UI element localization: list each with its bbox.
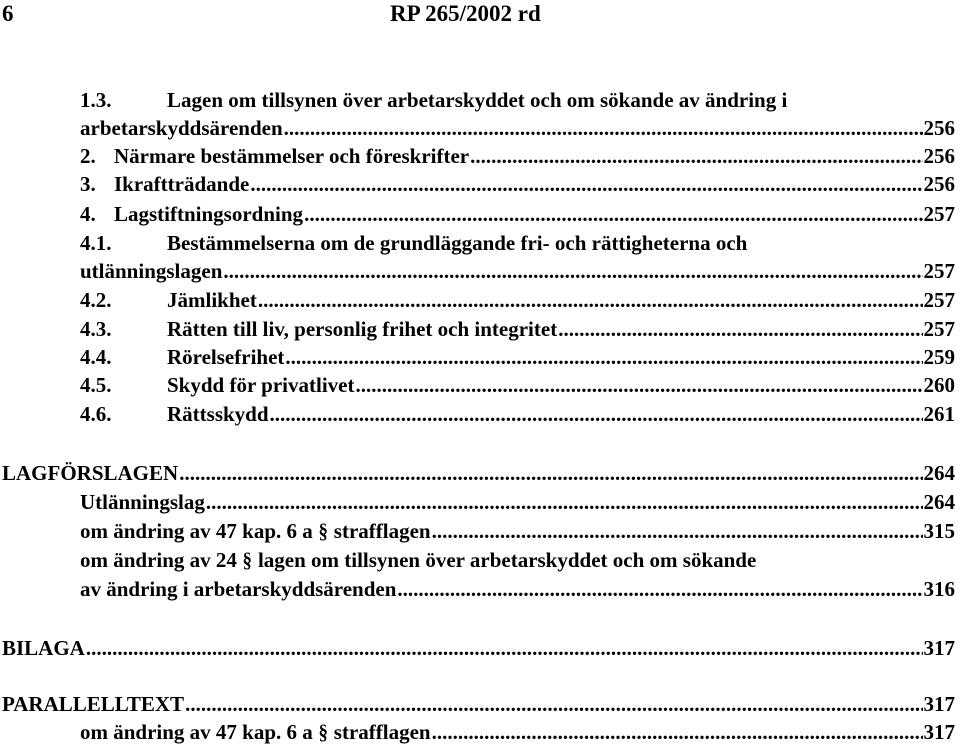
toc-leader	[185, 690, 922, 718]
toc-text: Lagen om tillsynen över arbetarskyddet och om sökande av ändring i	[167, 88, 788, 112]
toc-page: 257	[923, 202, 955, 226]
toc-leader	[432, 718, 923, 746]
toc-page: 315	[923, 519, 955, 543]
toc-number: 4.4.	[80, 345, 112, 369]
toc-number: 3.	[80, 172, 96, 196]
toc-leader	[397, 575, 922, 603]
toc-page: 256	[923, 172, 955, 196]
toc-entry-parallelltext	[2, 690, 955, 718]
toc-entry-4-6	[80, 400, 955, 428]
toc-entry-4-1-cont	[80, 257, 955, 285]
toc-entry-strafflagen-2	[80, 718, 955, 746]
toc-leader	[223, 257, 922, 285]
section-symbol: §	[318, 519, 329, 543]
toc-entry-lagforslagen	[2, 459, 955, 487]
toc-leader	[270, 400, 923, 428]
toc-text: BILAGA	[2, 636, 85, 660]
toc-text: Lagstiftningsordning	[114, 202, 304, 226]
toc-text: lagen om tillsynen över arbetarskyddet och om sökande	[257, 548, 757, 572]
toc-page: 264	[923, 461, 955, 485]
toc-text: om ändring av 47 kap. 6 a	[80, 720, 313, 744]
toc-entry-strafflagen-1	[80, 517, 955, 545]
toc-page: 259	[923, 345, 955, 369]
toc-entry-4-3	[80, 315, 955, 343]
toc-leader	[285, 343, 922, 371]
toc-entry-arbetarskydd	[80, 546, 756, 574]
toc-entry-4	[80, 200, 955, 228]
toc-leader	[284, 114, 923, 142]
toc-text: PARALLELLTEXT	[2, 692, 185, 716]
toc-entry-bilaga	[2, 634, 955, 662]
toc-leader	[179, 459, 922, 487]
toc-text: Utlänningslag	[80, 490, 205, 514]
toc-entry-1-3-cont	[80, 114, 955, 142]
toc-text: Rörelsefrihet	[167, 345, 285, 369]
toc-entry-4-5	[80, 371, 955, 399]
toc-leader	[355, 371, 922, 399]
toc-number: 4.5.	[80, 373, 112, 397]
toc-page: 256	[923, 116, 955, 140]
toc-page: 316	[923, 577, 955, 601]
toc-page: 257	[923, 288, 955, 312]
toc-leader	[86, 634, 923, 662]
toc-entry-2	[80, 142, 955, 170]
toc-text: Jämlikhet	[167, 288, 257, 312]
toc-text: om ändring av 24	[80, 548, 237, 572]
toc-entry-4-1	[80, 229, 747, 257]
toc-number: 1.3.	[80, 88, 112, 112]
toc-text: Närmare bestämmelser och föreskrifter	[114, 144, 470, 168]
toc-number: 4.	[80, 202, 96, 226]
toc-text: strafflagen	[333, 720, 431, 744]
toc-number: 4.2.	[80, 288, 112, 312]
toc-page: 317	[923, 720, 955, 744]
toc-entry-arbetarskydd-cont	[80, 575, 955, 603]
section-symbol: §	[318, 720, 329, 744]
toc-entry-1-3	[80, 86, 787, 114]
document-title: RP 265/2002 rd	[390, 1, 541, 26]
toc-page: 257	[923, 317, 955, 341]
toc-entry-utlanningslag	[80, 488, 955, 516]
toc-leader	[558, 315, 922, 343]
section-symbol: §	[242, 548, 253, 572]
toc-page: 260	[923, 373, 955, 397]
toc-page: 317	[923, 636, 955, 660]
toc-number: 4.1.	[80, 231, 112, 255]
toc-leader	[304, 200, 922, 228]
toc-entry-4-2	[80, 286, 955, 314]
toc-text: arbetarskyddsärenden	[80, 116, 283, 140]
toc-text: Rätten till liv, personlig frihet och integritet	[167, 317, 558, 341]
toc-number: 2.	[80, 144, 96, 168]
toc-page: 317	[923, 692, 955, 716]
toc-text: Skydd för privatlivet	[167, 373, 355, 397]
toc-text: Bestämmelserna om de grundläggande fri- och rättigheterna och	[167, 231, 748, 255]
toc-number: 4.3.	[80, 317, 112, 341]
toc-text: utlänningslagen	[80, 259, 223, 283]
toc-page: 256	[923, 144, 955, 168]
toc-page: 257	[923, 259, 955, 283]
toc-leader	[470, 142, 922, 170]
toc-text: Ikraftträdande	[114, 172, 250, 196]
toc-text: om ändring av 47 kap. 6 a	[80, 519, 313, 543]
page-number: 6	[2, 1, 14, 26]
toc-text: LAGFÖRSLAGEN	[2, 461, 179, 485]
toc-text: strafflagen	[333, 519, 431, 543]
toc-leader	[258, 286, 923, 314]
toc-number: 4.6.	[80, 402, 112, 426]
toc-leader	[206, 488, 923, 516]
toc-text: av ändring i arbetarskyddsärenden	[80, 577, 397, 601]
toc-text: Rättsskydd	[167, 402, 269, 426]
toc-entry-3	[80, 170, 955, 198]
toc-page: 261	[923, 402, 955, 426]
toc-leader	[250, 170, 922, 198]
toc-leader	[432, 517, 923, 545]
toc-page: 264	[923, 490, 955, 514]
toc-entry-4-4	[80, 343, 955, 371]
